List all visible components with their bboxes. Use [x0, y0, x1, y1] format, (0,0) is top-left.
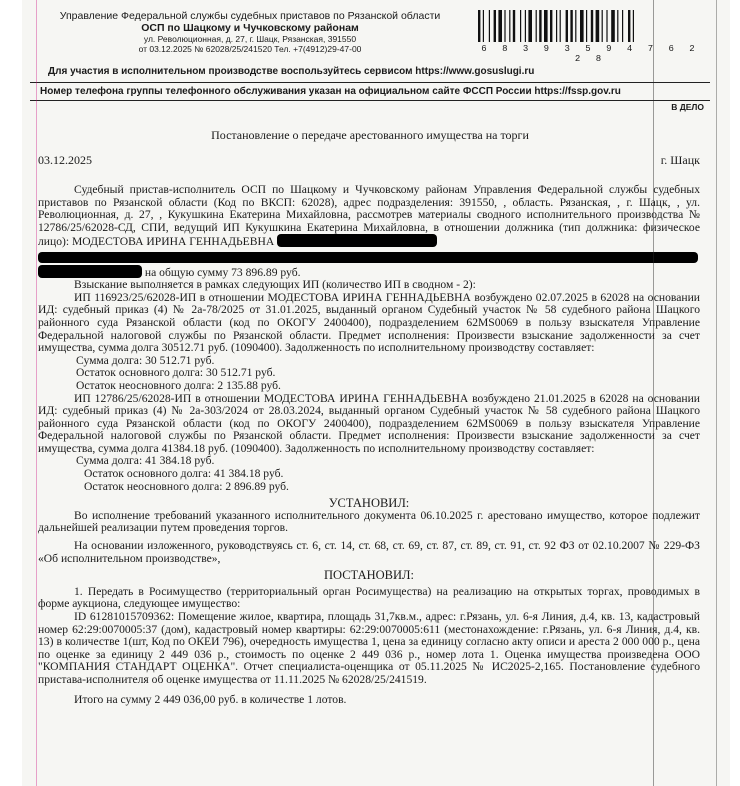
document-title: Постановление о передаче арестованного имущества на торги	[211, 128, 529, 142]
document-ref: от 03.12.2025 № 62028/25/241520 Тел. +7(4912)29-47-00	[138, 44, 362, 54]
property-description: ID 61281015709362: Помещение жилое, квартира, площадь 31,7кв.м., адрес: г.Рязань, ул. 6-я Линия, д.4, кв. 13, кадастровый номер 62:29:0070005:37 (дом), кадастровый номер квартиры: 62:29:0070005:611 (местонахождение: г.Рязань, ул. 6-я Линия, д.4, кв. 13) в количестве 1(шт, Код по ОКЕИ 796), очередность имущества 1, цена за единицу согласно акту описи и ареста 2 000 000 р., цена по оценке за единицу 2 449 036 р., стоимость по оценке 2 449 036 р., номер лота 1. Оценка имущества произведена ООО "КОМПАНИЯ СТАНДАРТ ОЦЕНКА". Отчет специалиста-оценщика от 05.11.2025 № ИС2025-2,165. Постановление судебного пристава-исполнителя об оценке имущества от 11.11.2025 № 62028/25/241519.	[38, 610, 700, 686]
document-date: 03.12.2025	[38, 153, 92, 167]
document-body	[38, 184, 700, 706]
scan-artifact-line	[716, 0, 717, 786]
redaction-bar	[38, 265, 142, 278]
ip2-debt-sum: Сумма долга: 41 384.18 руб.	[76, 454, 215, 468]
ip1-debt-sum: Сумма долга: 30 512.71 руб.	[76, 353, 215, 367]
barcode-number: 6 8 3 9 3 5 9 4 7 6 2 2 8	[481, 44, 700, 64]
scan-artifact-line	[653, 0, 654, 786]
ip1-nonmain-remainder: Остаток неосновного долга: 2 135.88 руб.	[76, 378, 281, 392]
ip2-main-remainder: Остаток основного долга: 41 384.18 руб.	[84, 467, 284, 481]
ip1-main-remainder: Остаток основного долга: 30 512.71 руб.	[76, 366, 276, 380]
document-city: г. Шацк	[660, 153, 700, 167]
redaction-bar	[38, 252, 698, 263]
organization-header	[30, 10, 470, 54]
enforcement-count: Взыскание выполняется в рамках следующих ИП (количество ИП в сводном - 2):	[74, 278, 476, 292]
gosuslugi-notice: Для участия в исполнительном производстве воспользуйтесь сервисом https://www.gosuslugi.ru	[48, 66, 535, 77]
established-paragraph: Во исполнение требований указанного исполнительного документа 06.10.2025 г. арестовано имущество, которое подлежит дальнейшей реализации путем проведения торгов.	[38, 508, 700, 535]
total-debt: на общую сумму 73 896.89 руб.	[144, 265, 301, 279]
department-address: ул. Революционная, д. 27, г. Шацк, Рязанская, 391550	[143, 34, 357, 44]
scan-artifact-line	[36, 0, 37, 786]
section-heading-ustanovil: УСТАНОВИЛ:	[328, 496, 410, 511]
scan-margin-left	[0, 0, 22, 786]
redaction-bar	[277, 234, 437, 247]
scan-margin-right	[730, 0, 740, 786]
v-delo-mark: В ДЕЛО	[671, 102, 704, 112]
org-name: Управление Федеральной службы судебных приставов по Рязанской области	[59, 10, 441, 22]
ip2-paragraph: ИП 12786/25/62028-ИП в отношении МОДЕСТОВА ИРИНА ГЕННАДЬЕВНА возбуждено 21.01.2025 в 62028 на основании ИД: судебный приказ (4) № 2а-303/2024 от 28.03.2024, выданный органом Судебный участок № 58 судебного района Шацкого районного суда Рязанской области (код по ОКОГУ 2400400), подразделением 62MS0069 в пользу взыскателя Управление Федеральной налоговой службы по Рязанской области. Предмет исполнения: Произвести взыскание задолженности за счет имущества, сумма долга 41384.18 руб. (1090400). Задолженность по исполнительному производству составляет:	[38, 391, 700, 455]
phone-notice: Номер телефона группы телефонного обслуживания указан на официальном сайте ФССП России https://fssp.gov.ru	[40, 86, 621, 97]
intro-text: Судебный пристав-исполнитель ОСП по Шацкому и Чучковскому районам Управления Федеральной службы судебных приставов по Рязанской области (Код по ВКСП: 62028), адрес подразделения: 391550, , область. Рязанская, , г. Шацк, , ул. Революционная, д. 27, , Кукушкина Екатерина Михайловна, рассмотрев материалы сводного исполнительного производства № 12786/25/62028-СД, СПИ, ведущий ИП Кукушкина Екатерина Михайловна, в отношении должника (тип должника: физическое лицо): МОДЕСТОВА ИРИНА ГЕННАДЬЕВНА	[38, 183, 700, 249]
total-line: Итого на сумму 2 449 036,00 руб. в количестве 1 лотов.	[74, 692, 347, 706]
divider	[30, 82, 710, 83]
divider	[30, 100, 710, 101]
decision-item-1: 1. Передать в Росимущество (территориальный орган Росимущества) на реализацию на открытых торгах, проводимых в форме аукциона, следующее имущество:	[38, 584, 700, 611]
department-name: ОСП по Шацкому и Чучковскому районам	[141, 22, 359, 34]
section-heading-postanovil: ПОСТАНОВИЛ:	[324, 568, 414, 583]
barcode-image	[478, 10, 703, 42]
legal-basis-paragraph: На основании изложенного, руководствуясь ст. 6, ст. 14, ст. 68, ст. 69, ст. 87, ст. 89, ст. 91, ст. 92 ФЗ от 02.10.2007 № 229-ФЗ «Об исполнительном производстве»,	[38, 539, 700, 565]
intro-paragraph	[38, 184, 700, 249]
ip1-paragraph: ИП 116923/25/62028-ИП в отношении МОДЕСТОВА ИРИНА ГЕННАДЬЕВНА возбуждено 02.07.2025 в 62028 на основании ИД: судебный приказ (4) № 2а-78/2025 от 31.01.2025, выданный органом Судебный участок № 58 судебного района Шацкого районного суда Рязанской области (код по ОКОГУ 2400400), подразделением 62MS0069 в пользу взыскателя Управление Федеральной налоговой службы по Рязанской области. Предмет исполнения: Произвести взыскание задолженности за счет имущества, сумма долга 30512.71 руб. (1090400). Задолженность по исполнительному производству составляет:	[38, 290, 700, 355]
ip2-nonmain-remainder: Остаток неосновного долга: 2 896.89 руб.	[84, 479, 289, 493]
